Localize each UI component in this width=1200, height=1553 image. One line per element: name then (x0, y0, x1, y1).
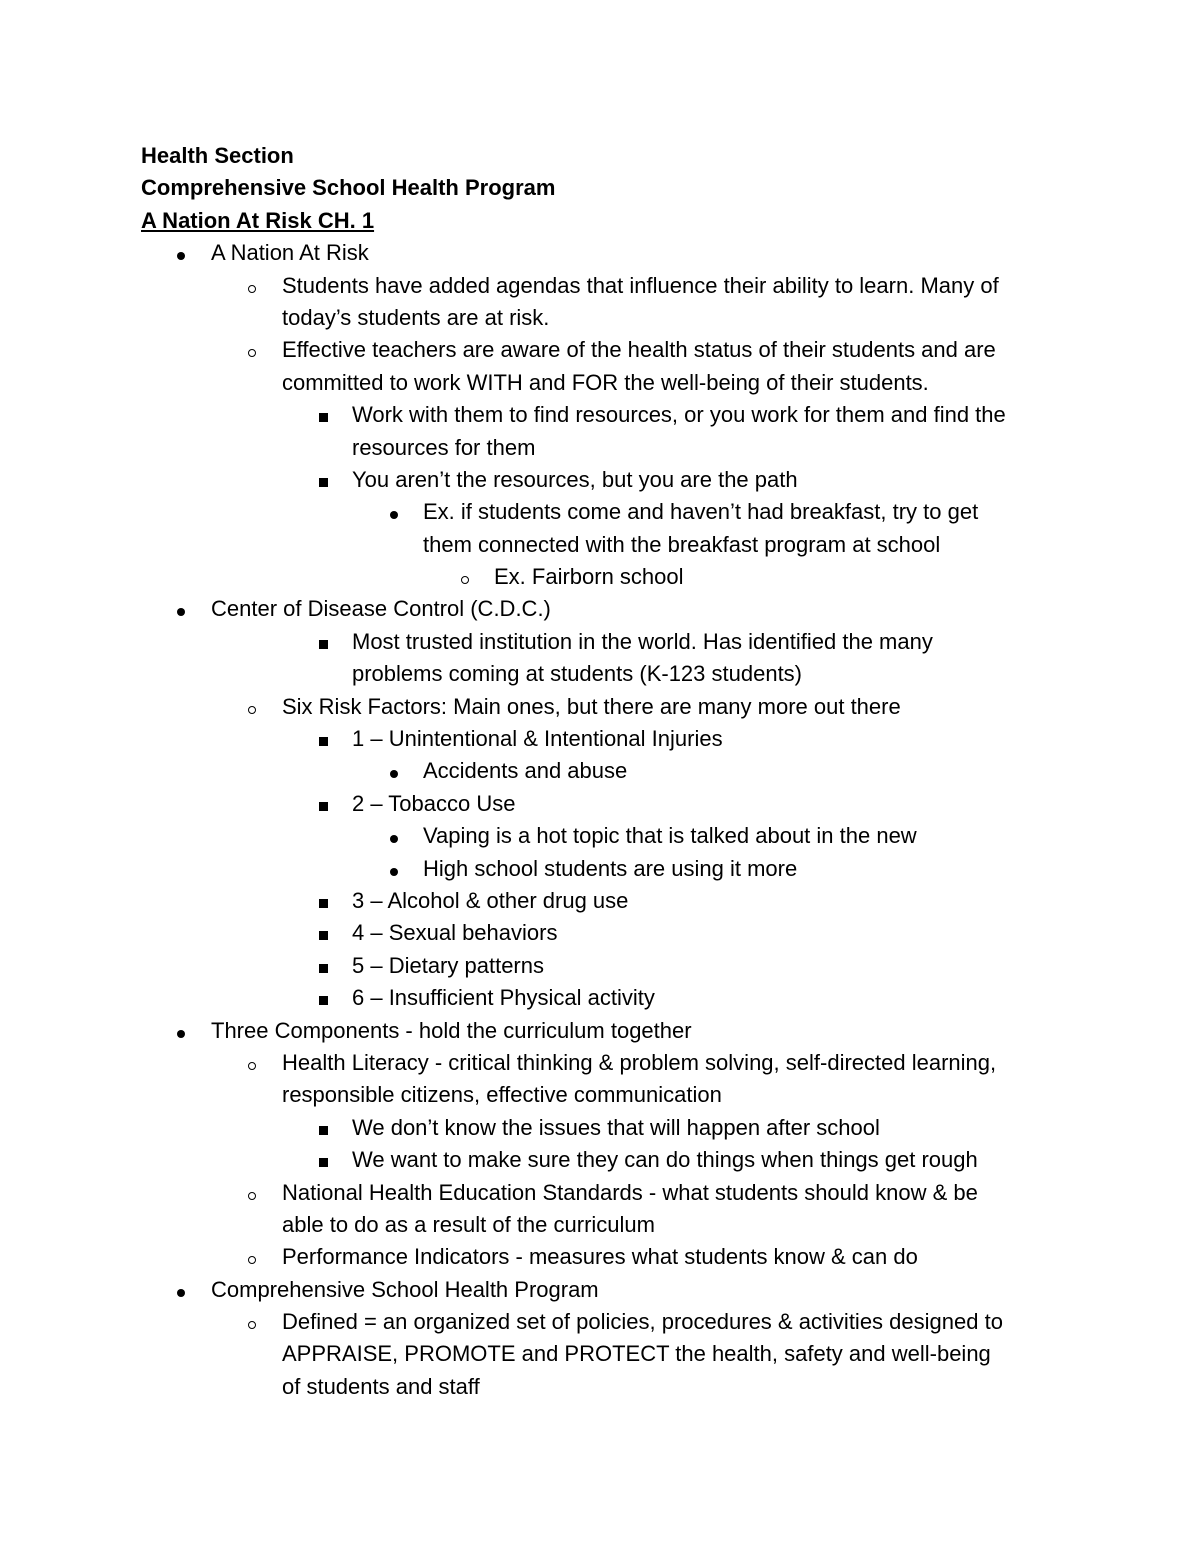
list-item-text: High school students are using it more (423, 855, 798, 881)
document-page (141, 140, 1071, 1403)
square-bullet-icon (313, 950, 333, 982)
list-item-text: resources for them (352, 434, 536, 460)
list-item-continuation (141, 432, 1071, 464)
list-item-text: We don’t know the issues that will happen after school (352, 1114, 880, 1140)
chapter-heading-text: A Nation At Risk CH. 1 (141, 207, 375, 233)
chapter-heading (141, 205, 1071, 237)
list-item (141, 626, 1071, 658)
square-bullet-icon (313, 723, 333, 755)
list-item (141, 1015, 1071, 1047)
list-item-text: Ex. if students come and haven’t had breakfast, try to get (423, 499, 979, 525)
list-item-continuation (141, 658, 1071, 690)
heading-title (141, 140, 1071, 172)
filled-bullet-icon (171, 1274, 191, 1306)
list-item-continuation (141, 1079, 1071, 1111)
list-item-continuation (141, 1338, 1071, 1370)
list-item (141, 853, 1071, 885)
list-item (141, 917, 1071, 949)
list-item-text: Center of Disease Control (C.D.C.) (211, 596, 551, 622)
list-item (141, 464, 1071, 496)
list-item-text: National Health Education Standards - what students should know & be (282, 1179, 978, 1205)
list-item (141, 496, 1071, 528)
hollow-bullet-icon (242, 691, 262, 723)
square-bullet-icon (313, 885, 333, 917)
list-item-continuation (141, 529, 1071, 561)
hollow-bullet-icon (242, 334, 262, 366)
square-bullet-icon (313, 917, 333, 949)
hollow-bullet-icon (242, 1306, 262, 1338)
list-item (141, 1241, 1071, 1273)
list-item-text: Effective teachers are aware of the health status of their students and are (282, 337, 996, 363)
list-item-text: problems coming at students (K-123 students) (352, 661, 803, 687)
square-bullet-icon (313, 982, 333, 1014)
list-item-text: Most trusted institution in the world. Has identified the many (352, 628, 933, 654)
list-item-text: Ex. Fairborn school (494, 564, 684, 590)
list-item-text: 4 – Sexual behaviors (352, 920, 558, 946)
square-bullet-icon (313, 464, 333, 496)
list-item-text: of students and staff (282, 1373, 480, 1399)
list-item-text: Vaping is a hot topic that is talked about in the new (423, 823, 917, 849)
list-item-text: 6 – Insufficient Physical activity (352, 985, 655, 1011)
square-bullet-icon (313, 1112, 333, 1144)
list-item-text: Work with them to find resources, or you work for them and find the (352, 402, 1006, 428)
list-item (141, 237, 1071, 269)
hollow-bullet-icon (242, 1177, 262, 1209)
list-item (141, 593, 1071, 625)
list-item (141, 270, 1071, 302)
square-bullet-icon (313, 788, 333, 820)
list-item (141, 561, 1071, 593)
heading-title-text: Health Section (141, 143, 294, 168)
list-item-text: Accidents and abuse (423, 758, 628, 784)
list-item-text: today’s students are at risk. (282, 304, 550, 330)
list-item-text: A Nation At Risk (211, 240, 369, 266)
hollow-bullet-icon (242, 270, 262, 302)
list-item (141, 755, 1071, 787)
list-item-text: 3 – Alcohol & other drug use (352, 887, 629, 913)
list-item-text: Defined = an organized set of policies, procedures & activities designed to (282, 1309, 1003, 1335)
square-bullet-icon (313, 626, 333, 658)
filled-bullet-icon (384, 820, 404, 852)
list-item-text: them connected with the breakfast program at school (423, 531, 941, 557)
list-item-text: responsible citizens, effective communication (282, 1082, 722, 1108)
list-item (141, 1047, 1071, 1079)
list-item (141, 1112, 1071, 1144)
list-item (141, 982, 1071, 1014)
list-item-continuation (141, 1209, 1071, 1241)
list-item (141, 399, 1071, 431)
list-item-text: 1 – Unintentional & Intentional Injuries (352, 726, 723, 752)
hollow-bullet-icon (455, 561, 475, 593)
list-item (141, 1306, 1071, 1338)
list-item (141, 723, 1071, 755)
list-item (141, 691, 1071, 723)
list-item-text: Six Risk Factors: Main ones, but there are many more out there (282, 693, 901, 719)
filled-bullet-icon (384, 755, 404, 787)
hollow-bullet-icon (242, 1047, 262, 1079)
list-item-text: Three Components - hold the curriculum together (211, 1017, 692, 1043)
filled-bullet-icon (171, 593, 191, 625)
list-item-text: Health Literacy - critical thinking & problem solving, self-directed learning, (282, 1049, 997, 1075)
list-item (141, 1177, 1071, 1209)
list-item-text: 5 – Dietary patterns (352, 952, 544, 978)
list-item-text: able to do as a result of the curriculum (282, 1211, 655, 1237)
list-item (141, 820, 1071, 852)
list-item-continuation (141, 367, 1071, 399)
list-item-continuation (141, 1371, 1071, 1403)
square-bullet-icon (313, 399, 333, 431)
filled-bullet-icon (171, 1015, 191, 1047)
list-item-text: You aren’t the resources, but you are the path (352, 466, 798, 492)
hollow-bullet-icon (242, 1241, 262, 1273)
list-item-text: Comprehensive School Health Program (211, 1276, 599, 1302)
list-item (141, 950, 1071, 982)
list-item-text: committed to work WITH and FOR the well-being of their students. (282, 369, 929, 395)
filled-bullet-icon (384, 853, 404, 885)
list-item-text: Performance Indicators - measures what students know & can do (282, 1244, 918, 1270)
list-item-text: We want to make sure they can do things when things get rough (352, 1147, 978, 1173)
list-item (141, 788, 1071, 820)
list-item (141, 1274, 1071, 1306)
list-item-continuation (141, 302, 1071, 334)
list-item-text: APPRAISE, PROMOTE and PROTECT the health, safety and well-being (282, 1341, 991, 1367)
heading-subtitle-text: Comprehensive School Health Program (141, 175, 556, 201)
list-item-text: 2 – Tobacco Use (352, 790, 516, 816)
heading-subtitle (141, 172, 1071, 204)
filled-bullet-icon (384, 496, 404, 528)
list-item (141, 885, 1071, 917)
list-item-text: Students have added agendas that influence their ability to learn. Many of (282, 272, 999, 298)
square-bullet-icon (313, 1144, 333, 1176)
list-item (141, 334, 1071, 366)
list-item (141, 1144, 1071, 1176)
filled-bullet-icon (171, 237, 191, 269)
